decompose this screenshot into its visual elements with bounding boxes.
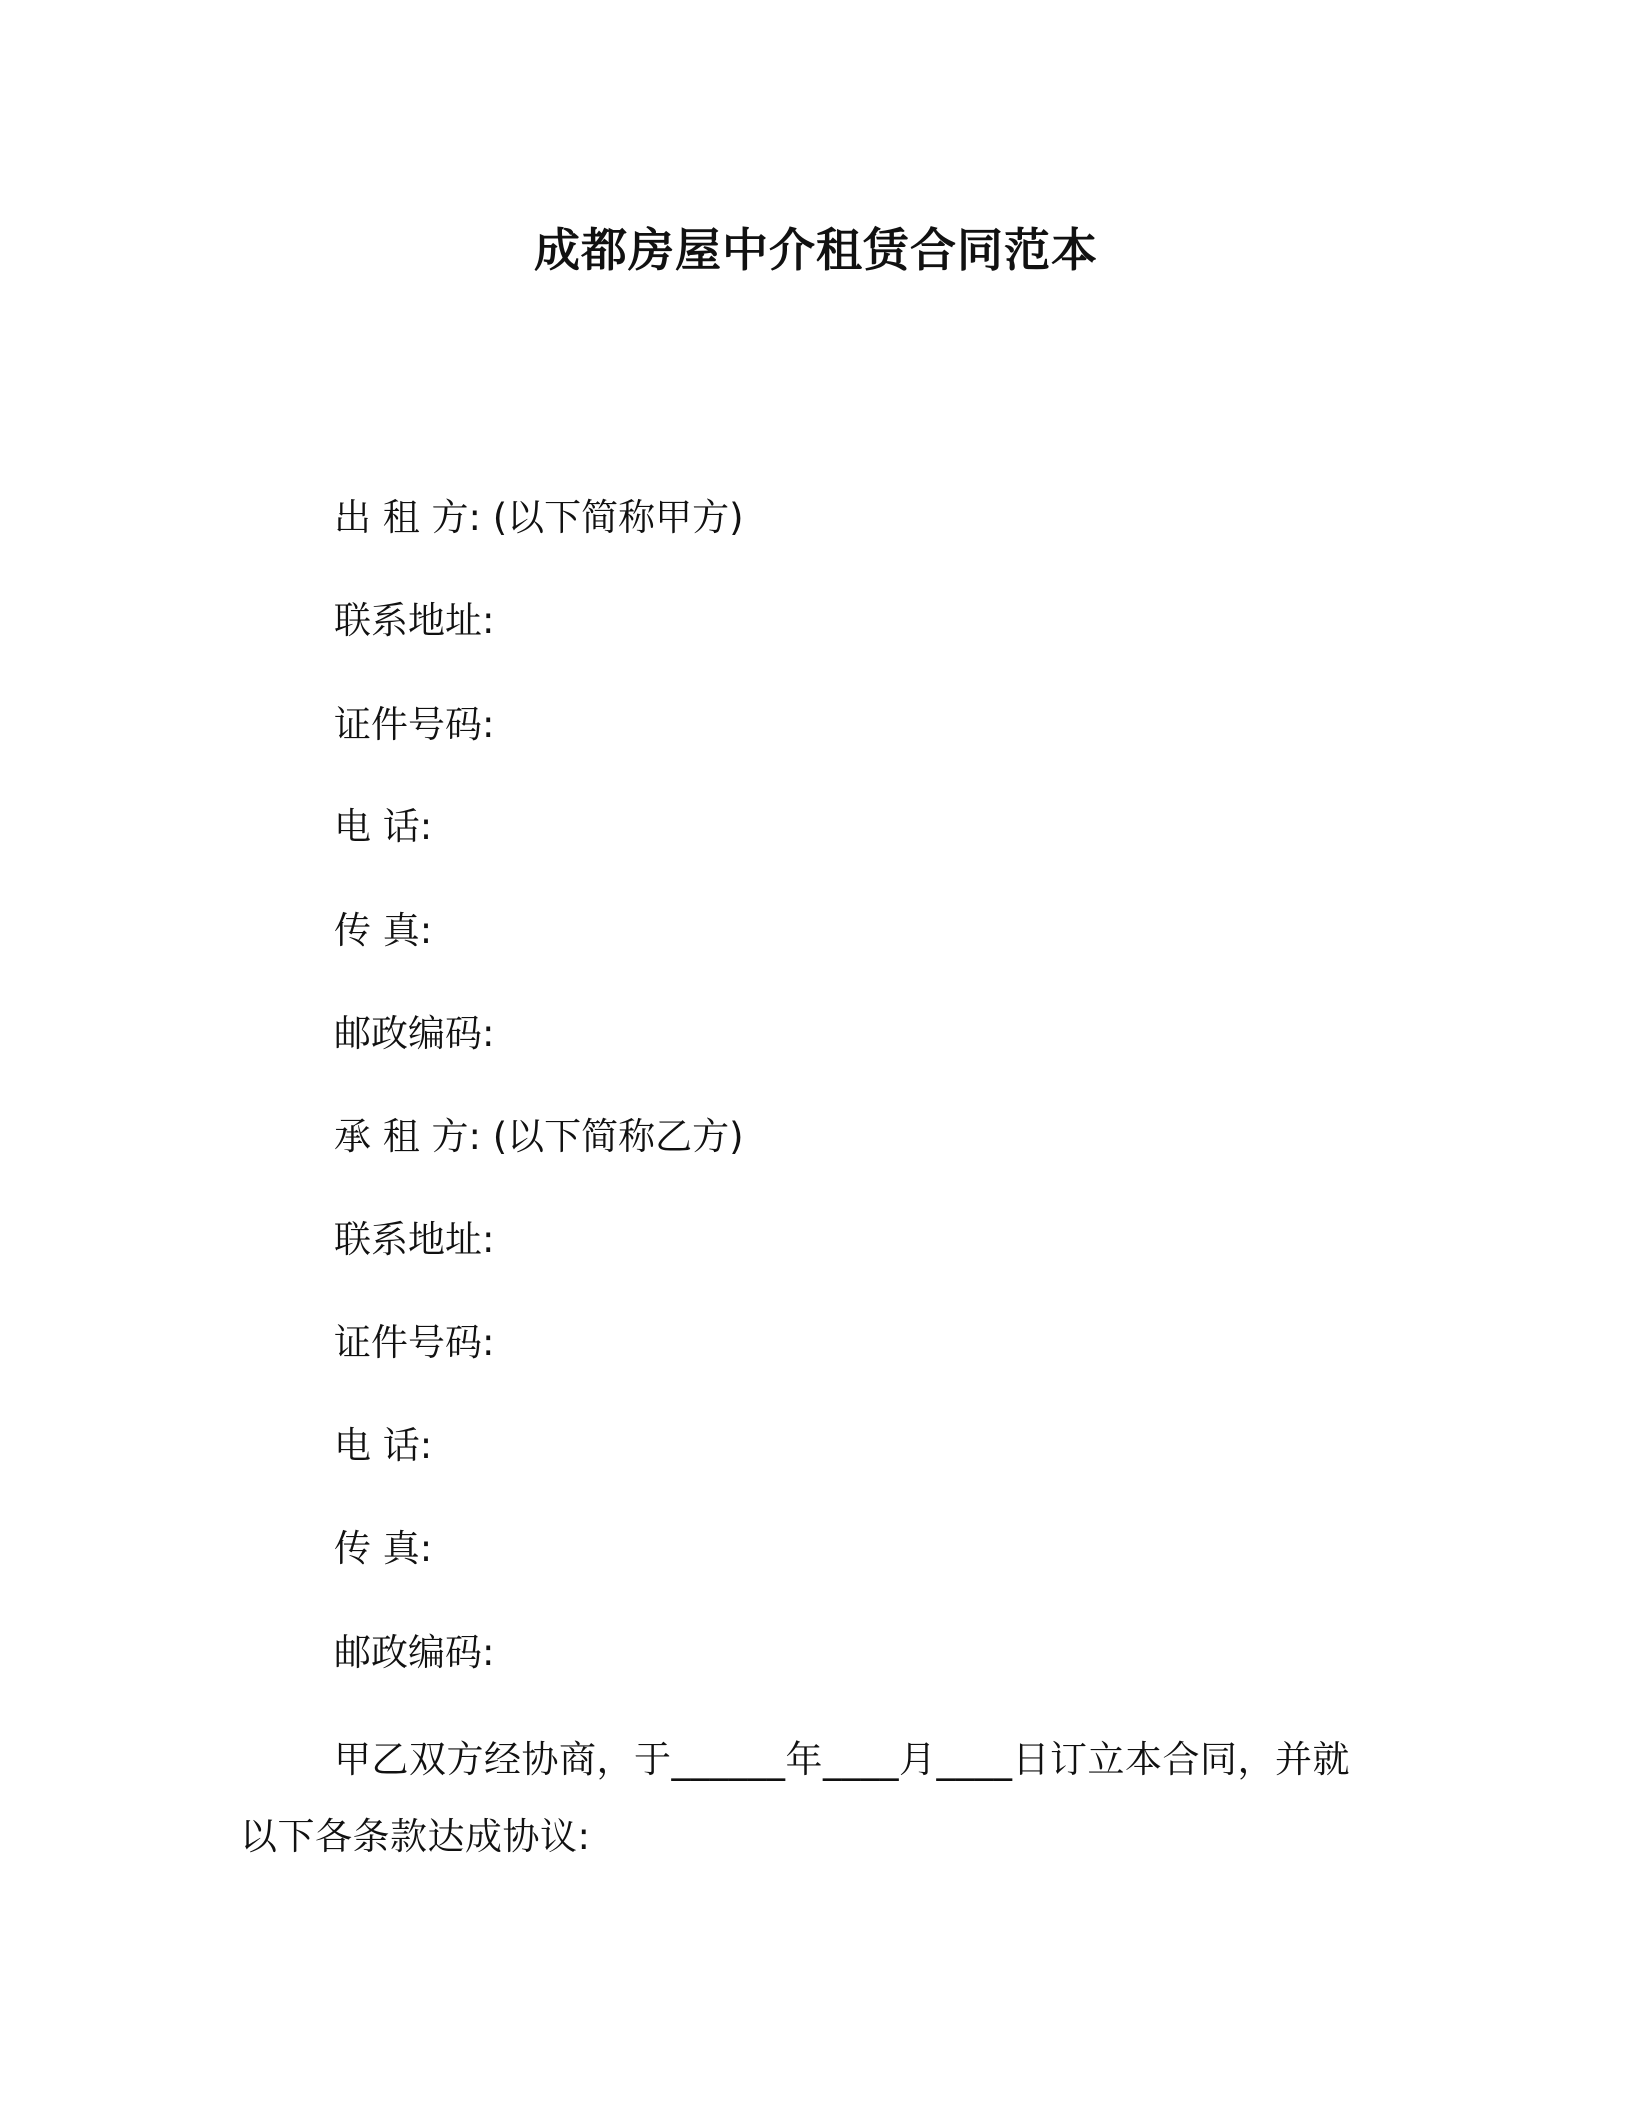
lessee-address-label: 联系地址: [334, 1218, 495, 1261]
lessor-phone-label: 电 话: [334, 805, 433, 848]
lessor-postcode-label: 邮政编码: [334, 1012, 495, 1055]
lessor-fax-label: 传 真: [334, 909, 433, 952]
agreement-paragraph-line2: 以下各条款达成协议: [240, 1815, 591, 1858]
lessor-id-number-label: 证件号码: [334, 703, 495, 746]
lessor-label: 出 租 方: (以下简称甲方) [334, 496, 744, 539]
lessee-id-number-label: 证件号码: [334, 1321, 495, 1364]
lessee-label: 承 租 方: (以下简称乙方) [334, 1115, 744, 1158]
document-title: 成都房屋中介租赁合同范本 [534, 223, 1098, 277]
lessee-phone-label: 电 话: [334, 1424, 433, 1467]
lessee-fax-label: 传 真: [334, 1527, 433, 1570]
agreement-paragraph-line1: 甲乙双方经协商，于______年____月____日订立本合同，并就 [334, 1738, 1350, 1781]
lessee-postcode-label: 邮政编码: [334, 1631, 495, 1674]
lessor-address-label: 联系地址: [334, 599, 495, 642]
